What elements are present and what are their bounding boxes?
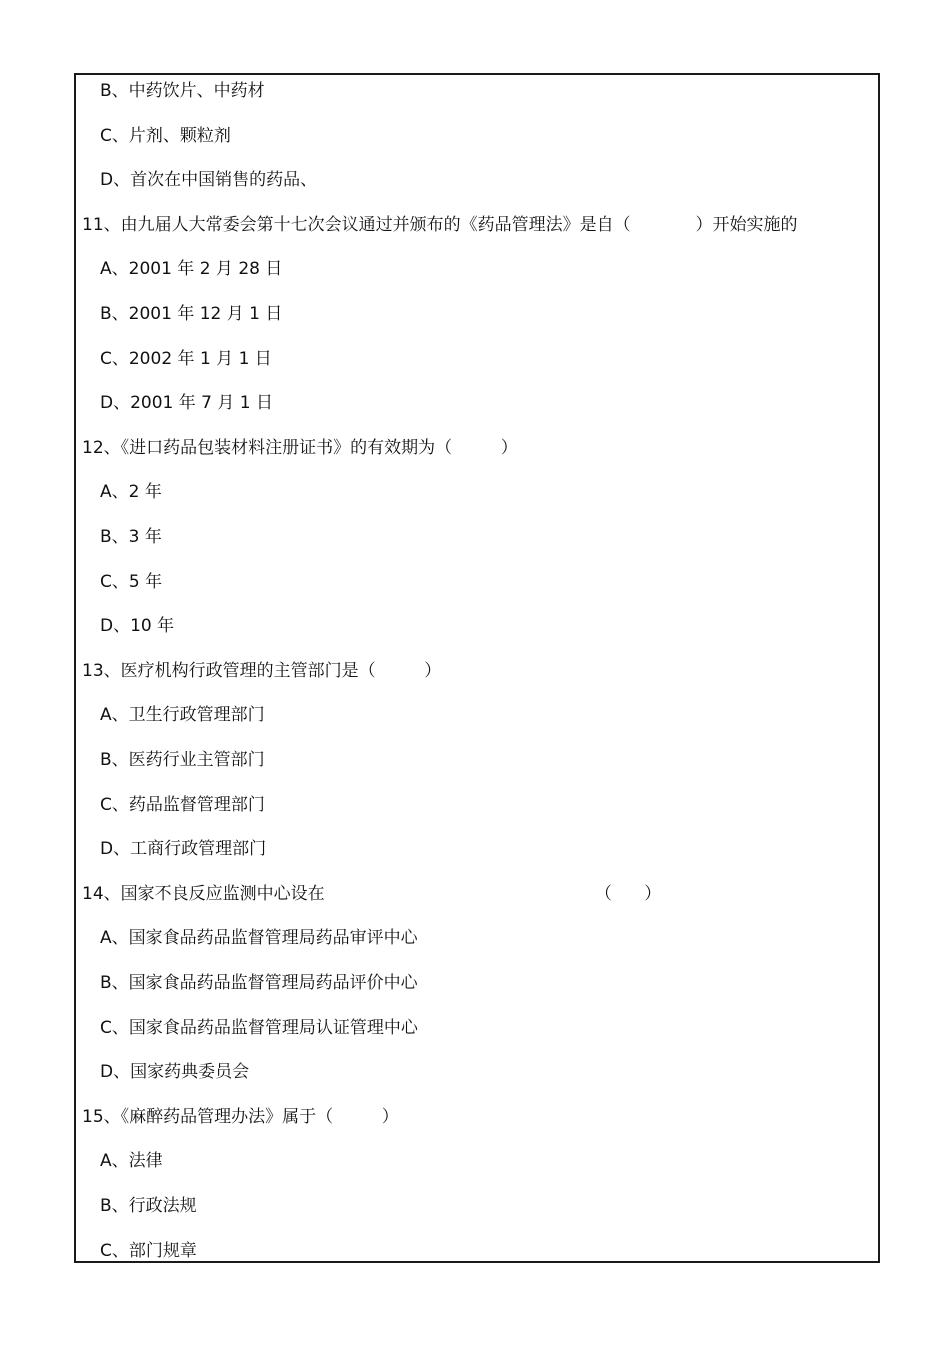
answer-option: A、卫生行政管理部门 [100, 705, 265, 726]
question-text: 12、《进口药品包装材料注册证书》的有效期为（ ） [82, 437, 518, 458]
answer-option: C、片剂、颗粒剂 [100, 125, 231, 146]
answer-option: C、5 年 [100, 571, 163, 592]
answer-option: B、医药行业主管部门 [100, 750, 265, 770]
question-text: 15、《麻醉药品管理办法》属于（ ） [82, 1106, 399, 1127]
question-text: 11、由九届人大常委会第十七次会议通过并颁布的《药品管理法》是自（ ）开始实施的 [82, 214, 798, 235]
answer-option: B、行政法规 [100, 1196, 197, 1216]
answer-option: D、首次在中国销售的药品、 [100, 170, 318, 191]
answer-option: C、2002 年 1 月 1 日 [100, 348, 272, 369]
answer-option: C、部门规章 [100, 1240, 197, 1261]
answer-option: D、国家药典委员会 [100, 1062, 250, 1083]
answer-option: A、2001 年 2 月 28 日 [100, 259, 283, 280]
answer-option: C、药品监督管理部门 [100, 794, 265, 815]
answer-option: B、国家食品药品监督管理局药品评价中心 [100, 973, 418, 993]
answer-option: D、2001 年 7 月 1 日 [100, 393, 274, 414]
answer-option: A、法律 [100, 1151, 163, 1172]
answer-option: B、中药饮片、中药材 [100, 81, 265, 101]
question-text: 14、国家不良反应监测中心设在 （ ） [82, 883, 662, 904]
document-frame [74, 73, 880, 1263]
answer-option: D、10 年 [100, 616, 175, 637]
answer-option: A、国家食品药品监督管理局药品审评中心 [100, 928, 418, 949]
answer-option: B、2001 年 12 月 1 日 [100, 304, 283, 324]
answer-option: B、3 年 [100, 527, 162, 547]
answer-option: D、工商行政管理部门 [100, 839, 267, 860]
answer-option: C、国家食品药品监督管理局认证管理中心 [100, 1017, 418, 1038]
question-text: 13、医疗机构行政管理的主管部门是（ ） [82, 660, 442, 681]
answer-option: A、2 年 [100, 482, 162, 503]
